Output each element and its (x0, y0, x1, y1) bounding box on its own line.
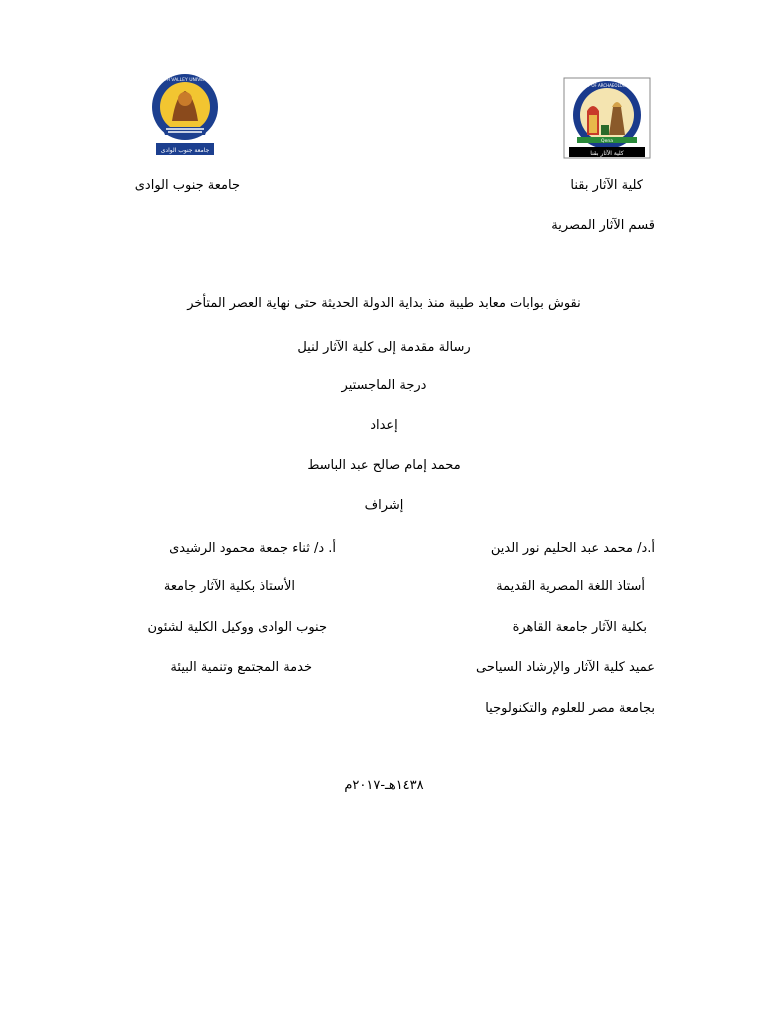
logo-left-arc-text: SOUTH VALLEY UNIVERSITY (154, 78, 216, 83)
supervisor-1-line-1: أستاذ اللغة المصرية القديمة (496, 579, 645, 594)
faculty-name: كلية الآثار بقنا (570, 178, 643, 193)
thesis-title: نقوش بوابات معابد طيبة منذ بداية الدولة الحديثة حتى نهاية العصر المتأخر (187, 296, 581, 311)
logo-right-strip-text: Qena (601, 139, 613, 144)
prepared-label: إعداد (370, 418, 398, 433)
degree: درجة الماجستير (341, 378, 427, 393)
submitted-to: رسالة مقدمة إلى كلية الآثار لنيل (297, 340, 471, 355)
faculty-of-archaeology-logo (563, 77, 651, 159)
author-name: محمد إمام صالح عبد الباسط (307, 458, 461, 473)
supervisor-1-line-3: عميد كلية الآثار والإرشاد السياحى (476, 660, 655, 675)
supervisor-1-line-4: بجامعة مصر للعلوم والتكنولوجيا (485, 701, 655, 716)
logo-left-banner-text: جامعة جنوب الوادى (160, 147, 210, 154)
supervisor-2-line-1: الأستاذ بكلية الآثار جامعة (163, 579, 295, 594)
university-name: جامعة جنوب الوادى (134, 178, 240, 193)
supervisor-1-line-2: بكلية الآثار جامعة القاهرة (512, 620, 647, 635)
logo-right-arc-text: FACULTY OF ARCHAEOLOGY QENA (573, 83, 641, 88)
supervision-label: إشراف (364, 498, 404, 513)
supervisor-1-name: أ.د/ محمد عبد الحليم نور الدين (490, 541, 655, 556)
supervisor-2-line-2: جنوب الوادى ووكيل الكلية لشئون (147, 620, 327, 635)
logo-right-banner-text: كلية الآثار بقنا (590, 150, 624, 157)
supervisor-2-name: أ. د/ ثناء جمعة محمود الرشيدى (169, 541, 336, 556)
supervisor-2-line-3: خدمة المجتمع وتنمية البيئة (170, 660, 312, 675)
department-name: قسم الآثار المصرية (551, 218, 655, 233)
thesis-date: ١٤٣٨هـ-٢٠١٧م (344, 778, 424, 793)
south-valley-university-logo (150, 71, 220, 157)
